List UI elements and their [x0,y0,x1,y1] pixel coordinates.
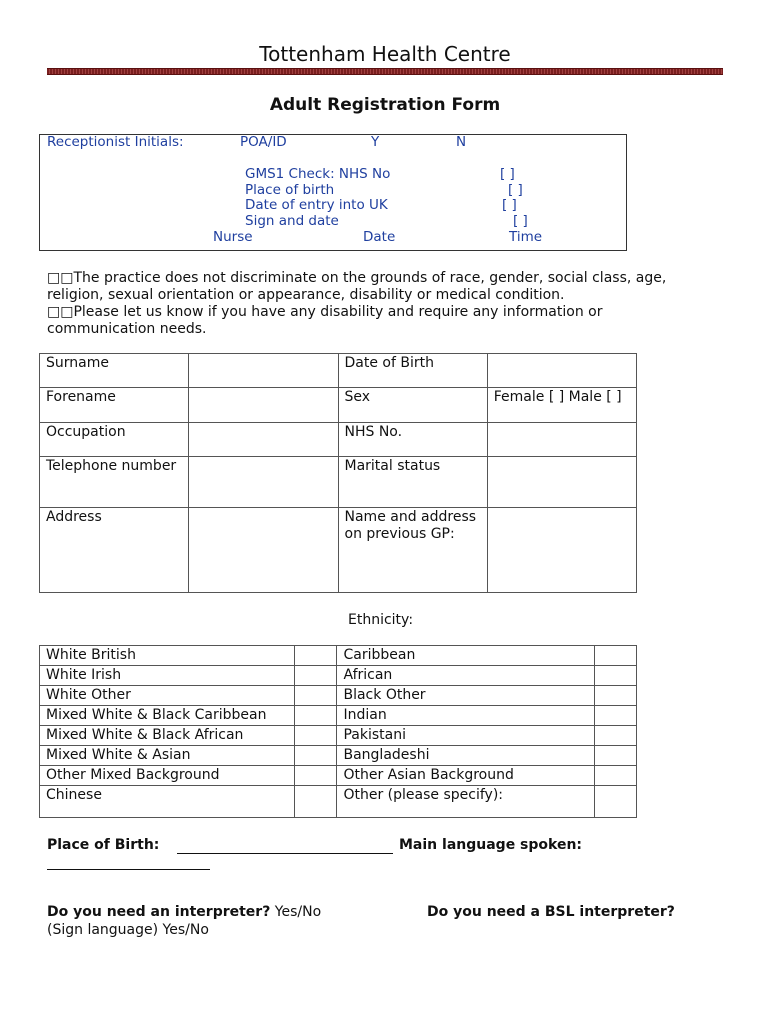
gms1-check-box[interactable]: [ ] [500,166,515,182]
previous-gp-field[interactable] [487,508,636,593]
ethnicity-option: Other Mixed Background [40,766,295,786]
ethnicity-checkbox[interactable] [294,666,337,686]
ethnicity-option: Other Asian Background [337,766,595,786]
gms1-check-label: GMS1 Check: NHS No [245,166,391,182]
ethnicity-checkbox[interactable] [595,666,637,686]
ethnicity-option: Chinese [40,786,295,818]
forename-field[interactable] [189,388,338,423]
form-title: Adult Registration Form [269,95,501,115]
place-of-birth-line[interactable] [177,853,393,854]
notice-line: religion, sexual orientation or appearance, disability or medical condition. [47,287,565,303]
receptionist-initials-label: Receptionist Initials: [47,134,184,150]
sign-and-date-check-label: Sign and date [245,213,339,229]
place-of-birth-check-label: Place of birth [245,182,335,198]
ethnicity-checkbox[interactable] [294,746,337,766]
date-of-entry-check-box[interactable]: [ ] [502,197,517,213]
main-language-label: Main language spoken: [399,837,583,853]
ethnicity-checkbox[interactable] [294,646,337,666]
ethnicity-option: Mixed White & Black African [40,726,295,746]
ethnicity-option: White British [40,646,295,666]
previous-gp-label: Name and address on previous GP: [338,508,487,593]
marital-status-field[interactable] [487,457,636,508]
surname-label: Surname [40,354,189,388]
interpreter-answer[interactable]: Yes/No [274,904,322,920]
telephone-field[interactable] [189,457,338,508]
interpreter-question [47,904,321,920]
ethnicity-checkbox[interactable] [595,706,637,726]
date-of-entry-check-label: Date of entry into UK [245,197,388,213]
notice-line: communication needs. [47,321,207,337]
bsl-interpreter-question: Do you need a BSL interpreter? [427,904,675,920]
ethnicity-option: Other (please specify): [337,786,595,818]
telephone-label: Telephone number [40,457,189,508]
notice-line: □□Please let us know if you have any disability and require any information or [47,304,603,320]
address-label: Address [40,508,189,593]
poa-id-label: POA/ID [240,134,287,150]
ethnicity-checkbox[interactable] [294,766,337,786]
ethnicity-option: White Irish [40,666,295,686]
ethnicity-checkbox[interactable] [595,726,637,746]
ethnicity-checkbox[interactable] [595,686,637,706]
ethnicity-checkbox[interactable] [294,706,337,726]
date-of-birth-label: Date of Birth [338,354,487,388]
marital-status-label: Marital status [338,457,487,508]
centre-name: Tottenham Health Centre [259,42,511,66]
place-of-birth-check-box[interactable]: [ ] [508,182,523,198]
occupation-field[interactable] [189,423,338,457]
personal-details-table [39,353,637,593]
place-of-birth-label: Place of Birth: [47,837,160,853]
sign-language-answer[interactable]: (Sign language) Yes/No [47,922,209,938]
nurse-label: Nurse [213,229,253,245]
interpreter-question-text: Do you need an interpreter? [47,904,271,920]
surname-field[interactable] [189,354,338,388]
ethnicity-option: Mixed White & Black Caribbean [40,706,295,726]
forename-label: Forename [40,388,189,423]
ethnicity-checkbox[interactable] [294,726,337,746]
nhs-no-label: NHS No. [338,423,487,457]
address-field[interactable] [189,508,338,593]
occupation-label: Occupation [40,423,189,457]
ethnicity-option: Mixed White & Asian [40,746,295,766]
ethnicity-option: Pakistani [337,726,595,746]
ethnicity-checkbox[interactable] [595,766,637,786]
ethnicity-checkbox[interactable] [595,646,637,666]
yes-label: Y [371,134,380,150]
ethnicity-table [39,645,637,818]
ethnicity-option: Indian [337,706,595,726]
ethnicity-option: Black Other [337,686,595,706]
ethnicity-checkbox[interactable] [595,786,637,818]
notice-line: □□The practice does not discriminate on the grounds of race, gender, social class, age, [47,270,667,286]
header-divider [47,68,723,75]
notice-discrimination [47,270,737,338]
date-label: Date [363,229,396,245]
date-of-birth-field[interactable] [487,354,636,388]
ethnicity-checkbox[interactable] [595,746,637,766]
ethnicity-option: Caribbean [337,646,595,666]
sign-and-date-check-box[interactable]: [ ] [513,213,528,229]
sex-label: Sex [338,388,487,423]
ethnicity-checkbox[interactable] [294,786,337,818]
no-label: N [456,134,467,150]
time-label: Time [509,229,543,245]
main-language-line[interactable] [47,869,210,870]
ethnicity-option: African [337,666,595,686]
ethnicity-checkbox[interactable] [294,686,337,706]
ethnicity-option: White Other [40,686,295,706]
nhs-no-field[interactable] [487,423,636,457]
ethnicity-option: Bangladeshi [337,746,595,766]
ethnicity-heading: Ethnicity: [348,612,414,628]
sex-options[interactable]: Female [ ] Male [ ] [487,388,636,423]
